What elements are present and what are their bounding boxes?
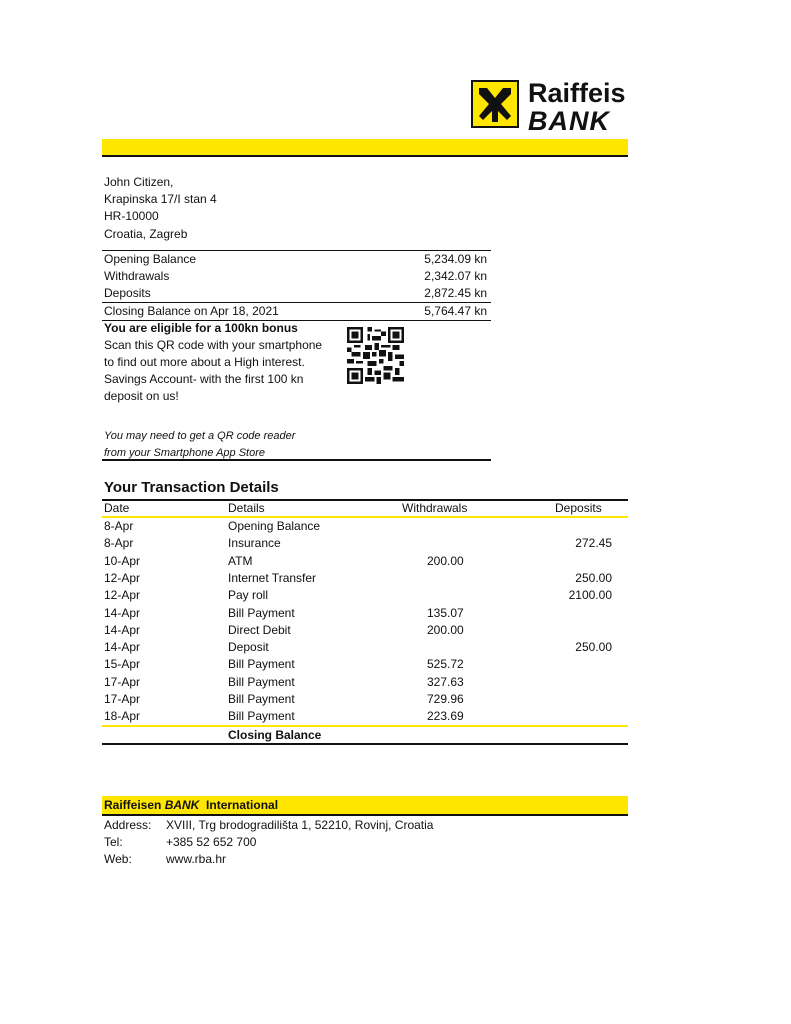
summary-label: Closing Balance on Apr 18, 2021 bbox=[104, 304, 279, 318]
contact-key: Address: bbox=[104, 818, 152, 832]
cell-deposit: 250.00 bbox=[575, 640, 612, 654]
footer-title-brand: BANK bbox=[164, 798, 200, 812]
summary-label: Deposits bbox=[104, 286, 151, 300]
summary-value: 2,342.07 kn bbox=[424, 269, 487, 283]
cell-withdrawal: 729.96 bbox=[427, 692, 464, 706]
column-header-details: Details bbox=[228, 501, 265, 515]
summary-row-withdrawals bbox=[104, 268, 489, 285]
summary-row-closing bbox=[104, 303, 489, 320]
closing-balance-label: Closing Balance bbox=[228, 728, 322, 742]
cell-date: 14-Apr bbox=[104, 640, 141, 654]
cell-withdrawal: 525.72 bbox=[427, 657, 464, 671]
contact-value: XVIII, Trg brodogradilišta 1, 52210, Rovinj, Croatia bbox=[166, 818, 434, 832]
cell-date: 17-Apr bbox=[104, 675, 141, 689]
summary-value: 2,872.45 kn bbox=[424, 286, 487, 300]
cell-details: ATM bbox=[228, 554, 253, 568]
header-yellow-bar bbox=[102, 139, 628, 155]
cell-details: Deposit bbox=[228, 640, 269, 654]
transactions-header-rule bbox=[102, 516, 628, 518]
cell-details: Bill Payment bbox=[228, 709, 295, 723]
cell-date: 18-Apr bbox=[104, 709, 141, 723]
footer-rule bbox=[102, 814, 628, 816]
contact-value: +385 52 652 700 bbox=[166, 835, 257, 849]
contact-key: Tel: bbox=[104, 835, 123, 849]
crossed-horse-heads-icon bbox=[473, 82, 517, 126]
logo-wordmark-line2: BANK bbox=[528, 106, 610, 136]
summary-label: Withdrawals bbox=[104, 269, 170, 283]
cell-details: Pay roll bbox=[228, 588, 269, 602]
footer-title-suffix: International bbox=[199, 798, 279, 812]
logo-wordmark-line1: Raiffeis bbox=[528, 78, 626, 108]
cell-date: 12-Apr bbox=[104, 588, 141, 602]
qr-note bbox=[104, 428, 364, 462]
summary-label: Opening Balance bbox=[104, 252, 197, 266]
cell-details: Bill Payment bbox=[228, 606, 295, 620]
customer-postcode: HR-10000 bbox=[104, 209, 159, 223]
transactions-top-rule bbox=[102, 499, 628, 501]
contact-web-link[interactable]: www.rba.hr bbox=[166, 852, 227, 866]
customer-street: Krapinska 17/I stan 4 bbox=[104, 192, 217, 206]
cell-date: 10-Apr bbox=[104, 554, 141, 568]
cell-details: Bill Payment bbox=[228, 692, 295, 706]
cell-date: 14-Apr bbox=[104, 623, 141, 637]
qr-code-icon[interactable] bbox=[347, 327, 404, 384]
transactions-end-yellow-rule bbox=[102, 725, 628, 727]
column-header-withdrawals: Withdrawals bbox=[402, 501, 468, 515]
cell-withdrawal: 223.69 bbox=[427, 709, 464, 723]
footer-bank-name bbox=[104, 797, 278, 813]
cell-details: Bill Payment bbox=[228, 657, 295, 671]
column-header-deposits: Deposits bbox=[555, 501, 602, 515]
cell-details: Direct Debit bbox=[228, 623, 291, 637]
summary-row-opening bbox=[104, 251, 489, 268]
cell-withdrawal: 135.07 bbox=[427, 606, 464, 620]
cell-date: 8-Apr bbox=[104, 519, 134, 533]
cell-date: 8-Apr bbox=[104, 536, 134, 550]
promo-block bbox=[104, 320, 334, 405]
cell-withdrawal: 200.00 bbox=[427, 623, 464, 637]
cell-withdrawal: 200.00 bbox=[427, 554, 464, 568]
summary-value: 5,764.47 kn bbox=[424, 304, 487, 318]
cell-date: 17-Apr bbox=[104, 692, 141, 706]
cell-details: Bill Payment bbox=[228, 675, 295, 689]
cell-withdrawal: 327.63 bbox=[427, 675, 464, 689]
contact-key: Web: bbox=[104, 852, 132, 866]
header-divider bbox=[102, 155, 628, 157]
transactions-end-rule bbox=[102, 743, 628, 745]
raiffeisen-logo-mark bbox=[471, 80, 519, 128]
customer-name: John Citizen, bbox=[104, 175, 174, 189]
cell-details: Opening Balance bbox=[228, 519, 321, 533]
cell-date: 15-Apr bbox=[104, 657, 141, 671]
cell-date: 14-Apr bbox=[104, 606, 141, 620]
promo-bottom-rule bbox=[102, 459, 491, 461]
footer-title-prefix: Raiffeisen bbox=[104, 798, 165, 812]
customer-city: Croatia, Zagreb bbox=[104, 227, 188, 241]
promo-title: You are eligible for a 100kn bonus bbox=[104, 321, 298, 335]
summary-row-deposits bbox=[104, 285, 489, 302]
cell-date: 12-Apr bbox=[104, 571, 141, 585]
cell-deposit: 272.45 bbox=[575, 536, 612, 550]
cell-details: Internet Transfer bbox=[228, 571, 317, 585]
promo-body: Scan this QR code with your smartphone to find out more about a High interest. Savings Account- with the first 100 kn deposit on us! bbox=[104, 338, 323, 403]
qr-note-line2: from your Smartphone App Store bbox=[104, 447, 266, 459]
cell-deposit: 250.00 bbox=[575, 571, 612, 585]
cell-details: Insurance bbox=[228, 536, 281, 550]
transactions-title: Your Transaction Details bbox=[104, 479, 279, 496]
qr-note-line1: You may need to get a QR code reader bbox=[104, 430, 296, 442]
column-header-date: Date bbox=[104, 501, 130, 515]
cell-deposit: 2100.00 bbox=[568, 588, 612, 602]
summary-value: 5,234.09 kn bbox=[424, 252, 487, 266]
